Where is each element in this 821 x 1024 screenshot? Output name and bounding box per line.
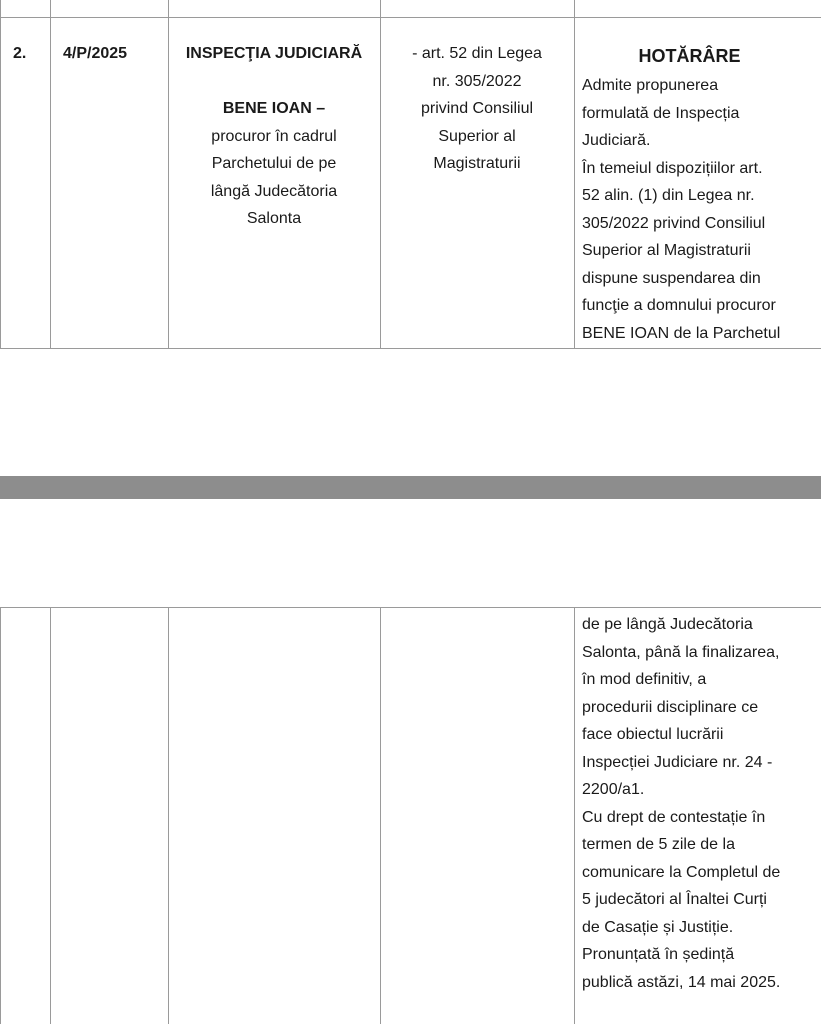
case-number-cell	[50, 40, 168, 68]
legal-basis-line: privind Consiliul	[420, 100, 534, 117]
role-line: procuror în cadrul	[211, 127, 337, 145]
decision-line: funcţie a domnului procuror	[582, 297, 776, 314]
role-line: Salonta	[246, 210, 302, 227]
page-separator	[0, 476, 821, 499]
decision-line: BENE IOAN de la Parchetul	[582, 324, 781, 342]
decision-line: face obiectul lucrării	[582, 726, 724, 743]
legal-basis-line: Superior al	[438, 127, 516, 145]
decision-line: în mod definitiv, a	[582, 671, 707, 688]
decision-line: Cu drept de contestație în	[582, 808, 766, 826]
spacer	[168, 68, 380, 96]
decision-line: 52 alin. (1) din Legea nr.	[582, 187, 755, 204]
legal-basis-line: Magistraturii	[433, 155, 521, 172]
decision-line: Admite propunerea	[582, 77, 719, 94]
decision-line: termen de 5 zile de la	[582, 836, 735, 853]
column-divider	[0, 607, 1, 1024]
case-number: 4/P/2025	[63, 45, 128, 62]
decision-cell-continued	[574, 611, 821, 996]
legal-basis-line: nr. 305/2022	[432, 72, 522, 90]
decision-line: formulată de Inspecția	[582, 104, 740, 122]
table-rule-bottom	[0, 348, 821, 349]
decision-line: În temeiul dispozițiilor art.	[582, 159, 763, 177]
decision-cell	[574, 40, 821, 347]
decision-heading: HOTĂRÂRE	[638, 46, 741, 66]
role-line: lângă Judecătoria	[210, 182, 338, 200]
decision-line: 2200/a1.	[582, 781, 645, 798]
legal-basis-cell	[380, 40, 574, 178]
decision-line: de Casație și Justiție.	[582, 918, 734, 936]
column-divider	[168, 607, 169, 1024]
party-cell	[168, 40, 380, 233]
row-number-cell	[0, 40, 50, 68]
column-divider	[380, 607, 381, 1024]
row-number: 2.	[13, 45, 27, 62]
table-rule-top	[0, 607, 821, 608]
decision-line: de pe lângă Judecătoria	[582, 616, 753, 633]
decision-line: 305/2022 privind Consiliul	[582, 214, 766, 232]
decision-line: publică astăzi, 14 mai 2025.	[582, 973, 781, 991]
decision-line: Pronunțată în ședință	[582, 946, 735, 963]
institution-name: INSPECŢIA JUDICIARĂ	[185, 45, 363, 62]
decision-line: Salonta, până la finalizarea,	[582, 643, 780, 661]
decision-line: Judiciară.	[582, 132, 651, 149]
person-name: BENE IOAN –	[222, 100, 326, 117]
decision-line: dispune suspendarea din	[582, 269, 761, 287]
column-divider	[50, 607, 51, 1024]
decision-line: comunicare la Completul de	[582, 863, 781, 881]
role-line: Parchetului de pe	[211, 155, 337, 172]
table-rule-top	[0, 17, 821, 18]
legal-basis-line: - art. 52 din Legea	[412, 45, 542, 62]
decision-line: procedurii disciplinare ce	[582, 698, 759, 716]
decision-line: 5 judecători al Înaltei Curți	[582, 891, 767, 908]
decision-line: Inspecției Judiciare nr. 24 -	[582, 753, 773, 771]
decision-line: Superior al Magistraturii	[582, 242, 751, 259]
